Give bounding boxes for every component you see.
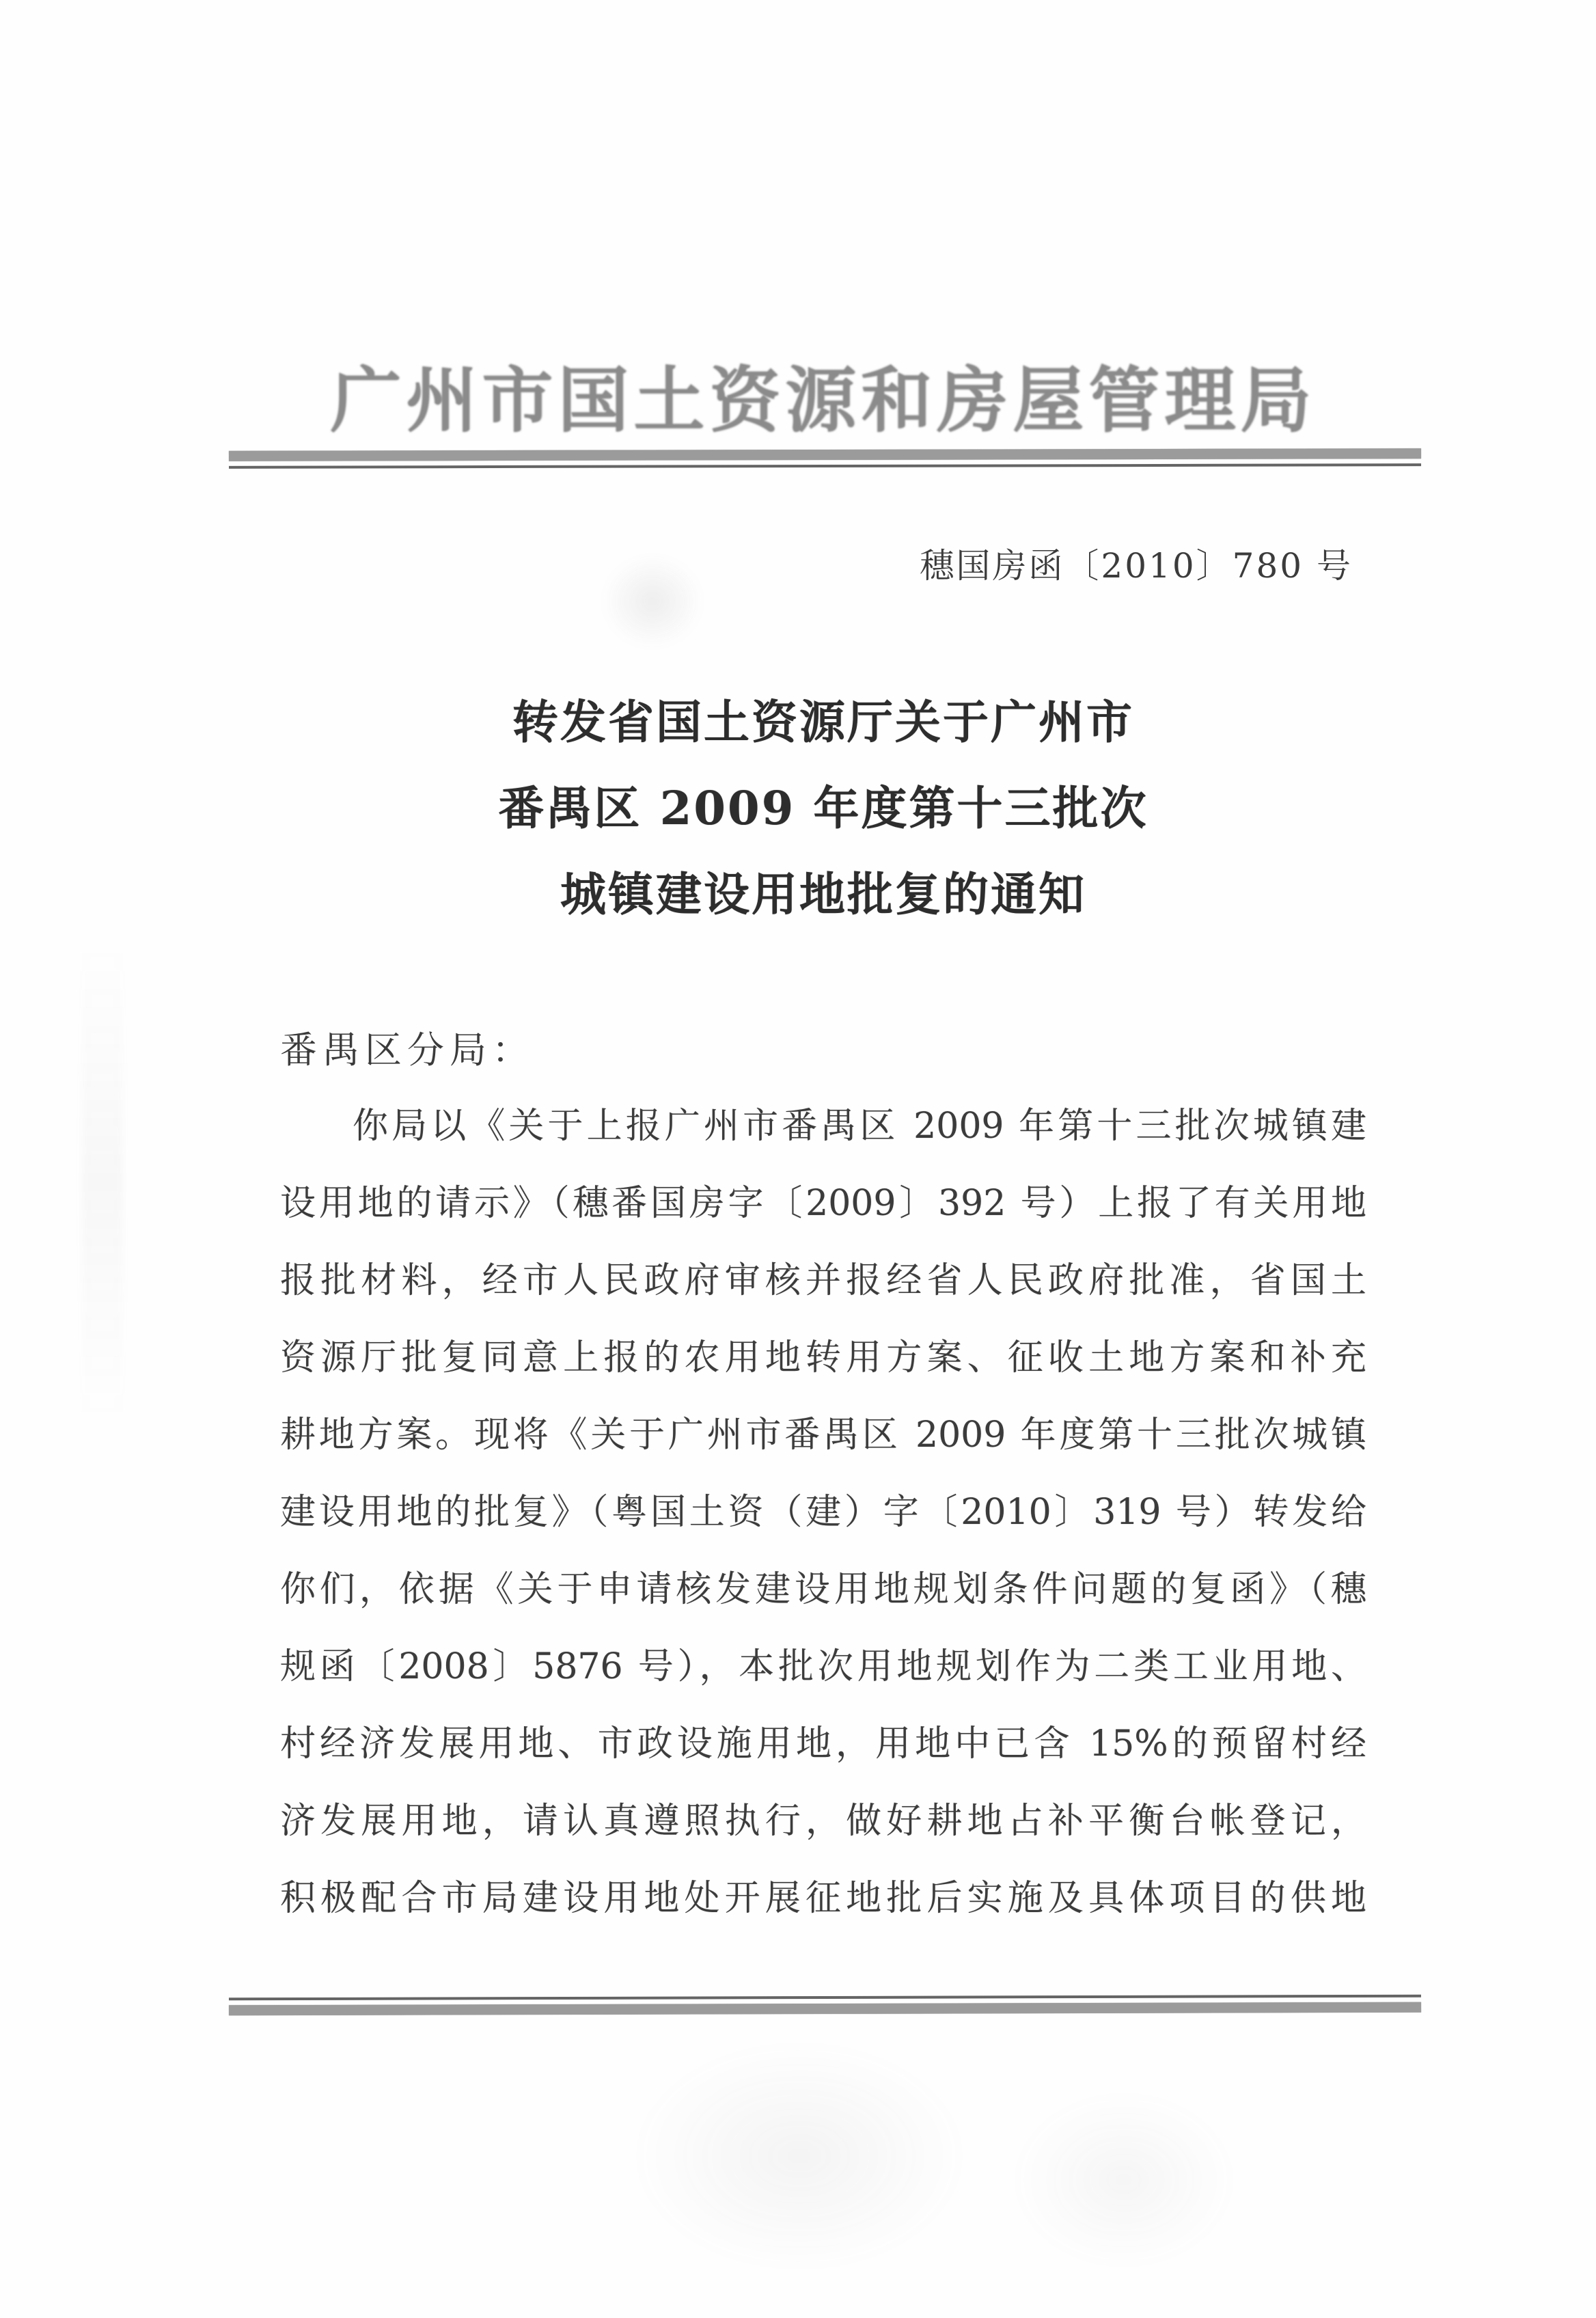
scan-artifact (635, 2043, 963, 2269)
letterhead-agency-name: 广州市国土资源和房屋管理局 (330, 358, 1317, 442)
document-title-line: 番禺区 2009 年度第十三批次 (498, 781, 1148, 835)
body-line: 建设用地的批复》（粤国土资（建）字〔2010〕319 号）转发给 (280, 1492, 1366, 1533)
body-line: 耕地方案。现将《关于广州市番禺区 2009 年度第十三批次城镇 (280, 1415, 1366, 1456)
footer-rule (229, 1995, 1421, 2016)
document-reference-number: 穗国房函〔2010〕780 号 (920, 546, 1353, 586)
body-line: 设用地的请示》（穗番国房字〔2009〕392 号）上报了有关用地 (280, 1183, 1366, 1224)
body-line: 你局以《关于上报广州市番禺区 2009 年第十三批次城镇建 (353, 1106, 1366, 1147)
body-line: 村经济发展用地、市政设施用地，用地中已含 15%的预留村经 (280, 1723, 1366, 1764)
document-title-line: 城镇建设用地批复的通知 (560, 867, 1086, 921)
body-line: 你们，依据《关于申请核发建设用地规划条件问题的复函》（穗 (280, 1569, 1366, 1610)
body-line: 规函〔2008〕5876 号），本批次用地规划作为二类工业用地、 (280, 1646, 1366, 1687)
body-line: 济发展用地，请认真遵照执行，做好耕地占补平衡台帐登记， (280, 1801, 1366, 1842)
salutation: 番禺区分局： (280, 1028, 534, 1072)
body-line: 资源厅批复同意上报的农用地转用方案、征收土地方案和补充 (280, 1337, 1366, 1378)
document-title (280, 679, 1366, 938)
letterhead-rule (229, 448, 1421, 469)
document-title-line: 转发省国土资源厅关于广州市 (512, 695, 1134, 749)
scan-artifact (1011, 2091, 1237, 2269)
body-paragraph (280, 1088, 1366, 1937)
rule-thick-bar (229, 2002, 1421, 2016)
body-line: 报批材料，经市人民政府审核并报经省人民政府批准，省国土 (280, 1260, 1366, 1301)
scan-artifact (82, 943, 123, 1421)
body-line: 积极配合市局建设用地处开展征地批后实施及具体项目的供地 (280, 1878, 1366, 1919)
